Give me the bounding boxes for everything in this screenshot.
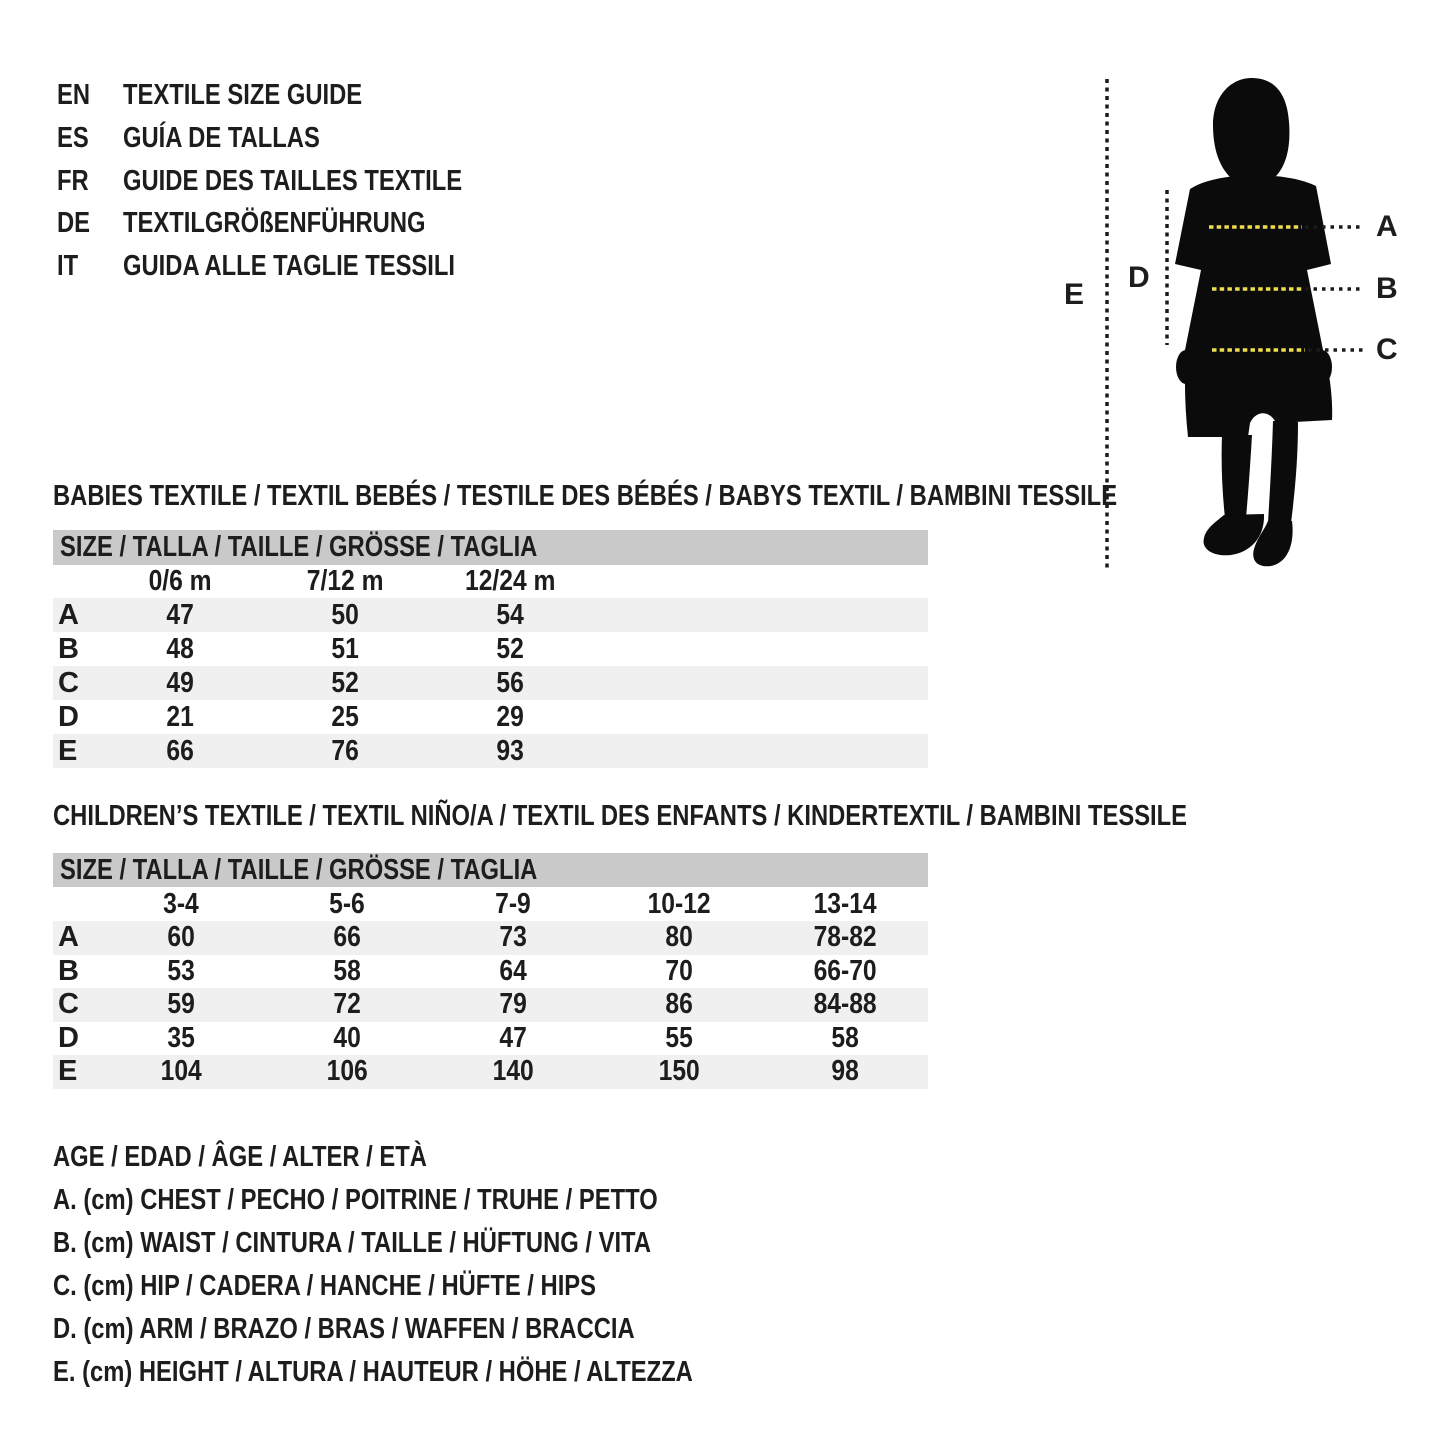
value-cell-d-0-text: 35 <box>167 1021 195 1054</box>
language-title-fr-text: GUIDE DES TAILLES TEXTILE <box>123 164 463 197</box>
value-cell-e-0 <box>98 1055 264 1088</box>
value-cell-a-2-text: 73 <box>499 921 527 954</box>
value-cell-a-0 <box>98 921 264 954</box>
row-label-c: C <box>58 988 79 1021</box>
column-header-1 <box>263 565 428 598</box>
size-header-bar <box>53 530 928 565</box>
value-cell-b-1-text: 51 <box>331 632 360 665</box>
legend-line-1-text: A. (cm) CHEST / PECHO / POITRINE / TRUHE / PETTO <box>53 1184 658 1216</box>
table-row-e <box>53 1055 928 1089</box>
language-code-it-text: IT <box>57 250 79 283</box>
legend-line-0 <box>53 1136 833 1179</box>
value-cell-e-2-text: 93 <box>496 734 525 767</box>
legend-line-5 <box>53 1351 833 1394</box>
value-cell-a-1 <box>263 599 428 632</box>
value-cell-e-0-text: 104 <box>160 1055 202 1088</box>
column-header-0 <box>98 565 263 598</box>
value-cell-d-1 <box>263 701 428 734</box>
language-title-en-text: TEXTILE SIZE GUIDE <box>123 79 363 111</box>
language-title-en <box>123 74 537 117</box>
value-cell-b-1 <box>264 955 430 988</box>
value-cell-a-1-text: 66 <box>333 921 361 954</box>
value-cell-d-1-text: 25 <box>331 700 360 733</box>
value-cell-e-0-text: 66 <box>166 734 195 767</box>
value-cell-d-4 <box>762 1022 928 1055</box>
language-code-en <box>57 74 123 117</box>
value-cell-e-4-text: 98 <box>831 1055 859 1088</box>
language-title-it-text: GUIDA ALLE TAGLIE TESSILI <box>123 250 456 283</box>
value-cell-c-1-text: 72 <box>333 988 361 1021</box>
value-cell-b-2 <box>430 955 596 988</box>
value-cell-c-0 <box>98 988 264 1021</box>
column-header-2-text: 12/24 m <box>465 565 556 597</box>
value-cell-c-0 <box>98 667 263 700</box>
value-cell-e-1-text: 106 <box>326 1055 368 1088</box>
table-row-c <box>53 988 928 1022</box>
table-row-b <box>53 955 928 989</box>
legend-line-0-text: AGE / EDAD / ÂGE / ALTER / ETÀ <box>53 1141 427 1173</box>
value-cell-c-0-text: 59 <box>167 988 195 1021</box>
row-label-d: D <box>58 700 79 733</box>
value-cell-c-4-text: 84-88 <box>813 988 877 1021</box>
row-label-b: B <box>58 954 79 987</box>
value-cell-a-0-text: 60 <box>167 921 195 954</box>
row-label-e: E <box>58 734 78 767</box>
column-header-1 <box>264 888 430 921</box>
row-label-e: E <box>58 1055 78 1088</box>
value-cell-e-3 <box>596 1055 762 1088</box>
table-row-a <box>53 921 928 955</box>
value-cell-a-0 <box>98 599 263 632</box>
column-header-0-text: 0/6 m <box>148 565 213 597</box>
value-cell-a-2-text: 54 <box>496 598 525 631</box>
value-cell-b-0-text: 53 <box>167 954 195 987</box>
legend-line-3-text: C. (cm) HIP / CADERA / HANCHE / HÜFTE / HIPS <box>53 1270 597 1302</box>
value-cell-a-2 <box>430 921 596 954</box>
value-cell-a-0-text: 47 <box>166 598 195 631</box>
value-cell-a-4-text: 78-82 <box>813 921 877 954</box>
value-cell-b-4 <box>762 955 928 988</box>
silhouette-shirt <box>1175 175 1331 355</box>
value-cell-c-2 <box>430 988 596 1021</box>
column-header-0 <box>98 888 264 921</box>
size-header-bar-text: SIZE / TALLA / TAILLE / GRÖSSE / TAGLIA <box>60 531 538 563</box>
column-header-1-text: 5-6 <box>329 887 365 920</box>
value-cell-c-1 <box>263 667 428 700</box>
column-header-2 <box>430 888 596 921</box>
value-cell-d-3 <box>596 1022 762 1055</box>
language-code-fr <box>57 160 123 203</box>
value-cell-b-0 <box>98 955 264 988</box>
children-size-table <box>53 853 928 1089</box>
value-cell-e-4 <box>762 1055 928 1088</box>
value-cell-c-3-text: 86 <box>665 988 693 1021</box>
legend-line-5-text: E. (cm) HEIGHT / ALTURA / HAUTEUR / HÖHE / ALTEZZA <box>53 1356 693 1388</box>
language-code-de-text: DE <box>57 207 91 240</box>
value-cell-d-4-text: 58 <box>831 1021 859 1054</box>
language-title-it <box>123 245 537 288</box>
value-cell-c-2-text: 56 <box>496 666 525 699</box>
value-cell-d-2-text: 29 <box>496 700 525 733</box>
figure-label-d: D <box>1128 261 1150 294</box>
value-cell-b-0-text: 48 <box>166 632 195 665</box>
babies-size-table <box>53 530 928 768</box>
row-label-c: C <box>58 666 79 699</box>
value-cell-e-2 <box>430 1055 596 1088</box>
value-cell-e-0 <box>98 735 263 768</box>
value-cell-d-0 <box>98 701 263 734</box>
value-cell-e-1 <box>264 1055 430 1088</box>
value-cell-b-2-text: 52 <box>496 632 525 665</box>
babies-section-title <box>53 479 1351 513</box>
children-section-title-text: CHILDREN’S TEXTILE / TEXTIL NIÑO/A / TEXTIL DES ENFANTS / KINDERTEXTIL / BAMBINI TESSILE <box>53 800 1188 832</box>
legend-line-4 <box>53 1308 833 1351</box>
column-header-row <box>53 565 928 598</box>
table-row-c <box>53 666 928 700</box>
value-cell-e-2-text: 140 <box>492 1055 534 1088</box>
value-cell-e-2 <box>428 735 593 768</box>
value-cell-c-1 <box>264 988 430 1021</box>
value-cell-b-4-text: 66-70 <box>813 954 877 987</box>
column-header-1-text: 7/12 m <box>307 565 384 597</box>
value-cell-d-0 <box>98 1022 264 1055</box>
row-label-d: D <box>58 1021 79 1054</box>
figure-label-e: E <box>1064 278 1085 311</box>
language-code-en-text: EN <box>57 79 91 111</box>
value-cell-e-3-text: 150 <box>658 1055 700 1088</box>
silhouette-shorts <box>1185 353 1332 437</box>
value-cell-b-2-text: 64 <box>499 954 527 987</box>
figure-label-c: C <box>1376 333 1398 366</box>
value-cell-d-1-text: 40 <box>333 1021 361 1054</box>
value-cell-d-3-text: 55 <box>665 1021 693 1054</box>
child-silhouette-figure <box>1040 60 1445 600</box>
value-cell-b-1 <box>263 633 428 666</box>
language-code-it <box>57 245 123 288</box>
legend-line-3 <box>53 1265 833 1308</box>
column-header-2-text: 7-9 <box>495 887 531 920</box>
row-label-a: A <box>58 598 79 631</box>
legend-line-4-text: D. (cm) ARM / BRAZO / BRAS / WAFFEN / BRACCIA <box>53 1313 635 1345</box>
language-title-fr <box>123 160 537 203</box>
value-cell-c-3 <box>596 988 762 1021</box>
table-row-a <box>53 598 928 632</box>
value-cell-c-0-text: 49 <box>166 666 195 699</box>
row-label-b: B <box>58 632 79 665</box>
value-cell-a-1-text: 50 <box>331 598 360 631</box>
legend-line-2 <box>53 1222 833 1265</box>
value-cell-a-3 <box>596 921 762 954</box>
language-code-fr-text: FR <box>57 164 89 197</box>
children-section-title <box>53 799 1436 833</box>
column-header-3-text: 10-12 <box>647 887 711 920</box>
language-header <box>57 74 537 288</box>
column-header-2 <box>428 565 593 598</box>
value-cell-a-3-text: 80 <box>665 921 693 954</box>
value-cell-c-1-text: 52 <box>331 666 360 699</box>
value-cell-a-2 <box>428 599 593 632</box>
value-cell-d-1 <box>264 1022 430 1055</box>
value-cell-d-2 <box>428 701 593 734</box>
value-cell-a-1 <box>264 921 430 954</box>
language-code-de <box>57 202 123 245</box>
value-cell-b-2 <box>428 633 593 666</box>
value-cell-c-2-text: 79 <box>499 988 527 1021</box>
value-cell-c-2 <box>428 667 593 700</box>
column-header-0-text: 3-4 <box>163 887 199 920</box>
size-header-bar <box>53 853 928 887</box>
figure-label-b: B <box>1376 272 1398 305</box>
value-cell-b-3 <box>596 955 762 988</box>
language-title-es-text: GUÍA DE TALLAS <box>123 121 320 154</box>
value-cell-b-3-text: 70 <box>665 954 693 987</box>
value-cell-d-2 <box>430 1022 596 1055</box>
language-code-es-text: ES <box>57 121 89 154</box>
language-title-de <box>123 202 537 245</box>
language-title-de-text: TEXTILGRÖßENFÜHRUNG <box>123 207 426 240</box>
language-title-es <box>123 117 537 160</box>
value-cell-b-0 <box>98 633 263 666</box>
table-row-d <box>53 700 928 734</box>
value-cell-b-1-text: 58 <box>333 954 361 987</box>
column-header-4-text: 13-14 <box>813 887 877 920</box>
table-row-e <box>53 734 928 768</box>
value-cell-d-2-text: 47 <box>499 1021 527 1054</box>
column-header-row <box>53 887 928 921</box>
legend-line-1 <box>53 1179 833 1222</box>
column-header-4 <box>762 888 928 921</box>
column-header-3 <box>596 888 762 921</box>
babies-section-title-text: BABIES TEXTILE / TEXTIL BEBÉS / TESTILE DES BÉBÉS / BABYS TEXTIL / BAMBINI TESSILE <box>53 480 1118 512</box>
measurement-legend <box>53 1136 833 1394</box>
value-cell-e-1 <box>263 735 428 768</box>
table-row-d <box>53 1022 928 1056</box>
language-code-es <box>57 117 123 160</box>
silhouette-head <box>1213 78 1289 179</box>
value-cell-d-0-text: 21 <box>166 700 195 733</box>
table-row-b <box>53 632 928 666</box>
value-cell-e-1-text: 76 <box>331 734 360 767</box>
row-label-a: A <box>58 921 79 954</box>
value-cell-a-4 <box>762 921 928 954</box>
legend-line-2-text: B. (cm) WAIST / CINTURA / TAILLE / HÜFTUNG / VITA <box>53 1227 651 1259</box>
figure-label-a: A <box>1376 210 1398 243</box>
size-header-bar-text: SIZE / TALLA / TAILLE / GRÖSSE / TAGLIA <box>60 853 538 886</box>
value-cell-c-4 <box>762 988 928 1021</box>
